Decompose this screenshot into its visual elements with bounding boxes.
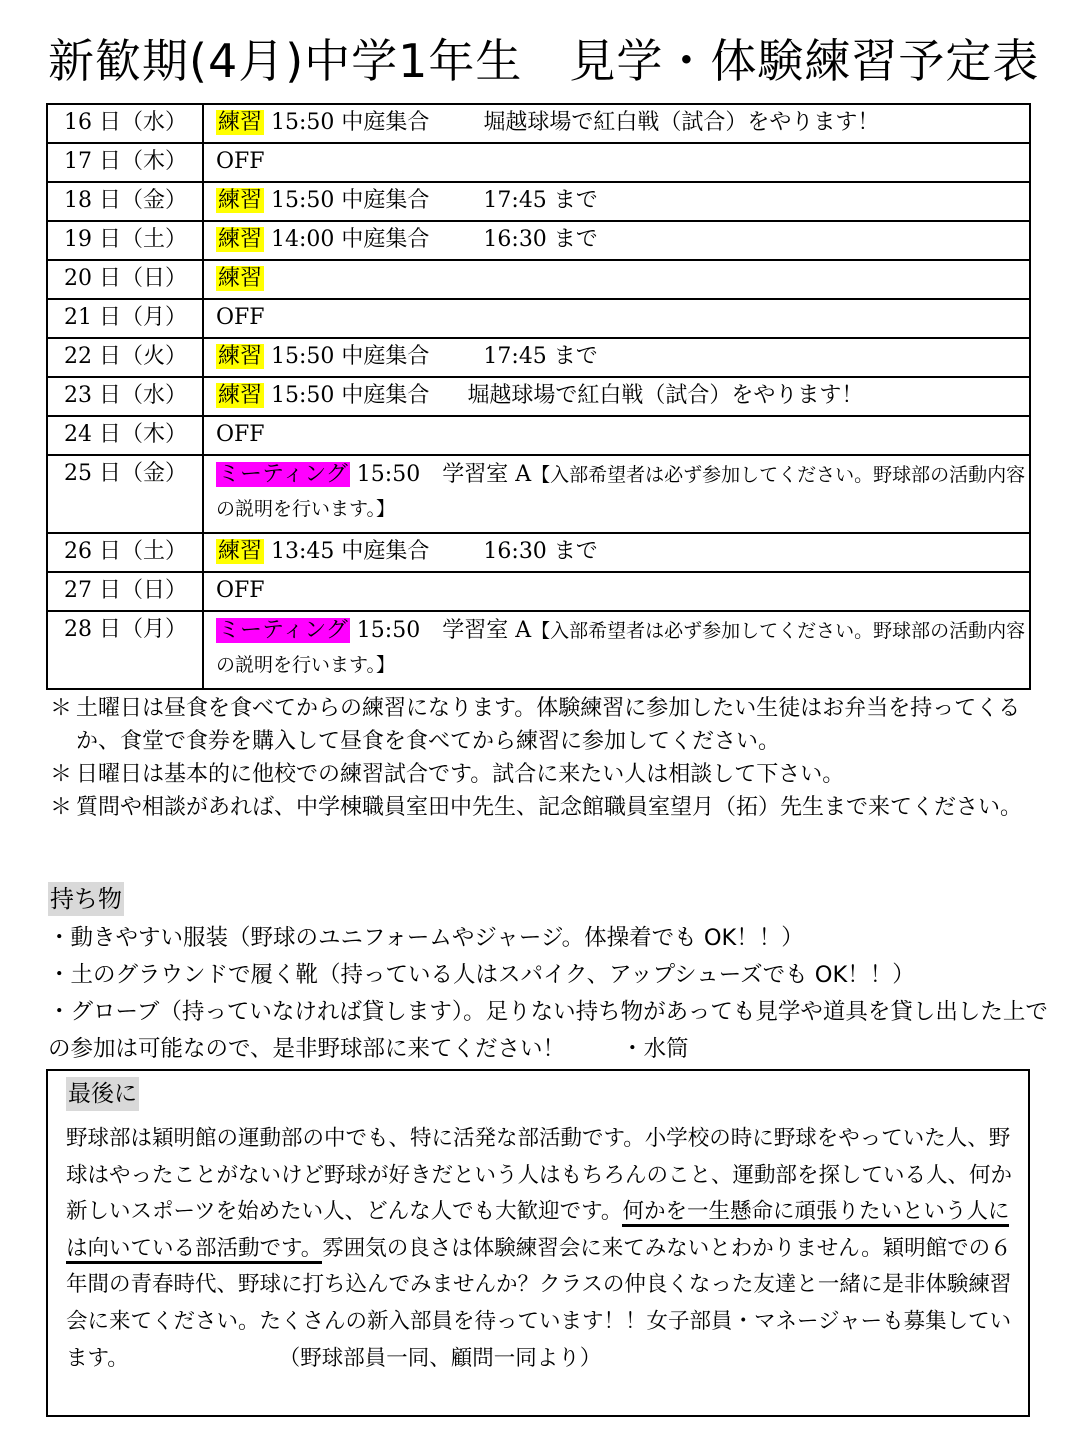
closing-text-1: 野球部は穎明館の運動部の中でも、特に活発な部活動です。小学校の時に野球をやっていた人、野球はやったことがないけど野球が好きだという人はもちろんのこと、運動部を探している人、何か新しいスポーツを始めたい人、どんな人でも大歓迎です。 bbox=[66, 1126, 1013, 1225]
notes-section bbox=[50, 692, 1060, 824]
schedule-row bbox=[47, 533, 1030, 572]
schedule-day: 25 日（金） bbox=[47, 455, 203, 533]
schedule-row bbox=[47, 221, 1030, 260]
schedule-text: OFF bbox=[216, 149, 265, 174]
schedule-content bbox=[203, 221, 1030, 260]
schedule-text: 15:50 中庭集合 bbox=[264, 344, 430, 369]
practice-tag: 練習 bbox=[218, 266, 263, 291]
schedule-content bbox=[203, 182, 1030, 221]
schedule-row bbox=[47, 377, 1030, 416]
schedule-text: 15:50 中庭集合 bbox=[264, 383, 430, 408]
schedule-text: OFF bbox=[216, 422, 265, 447]
closing-heading: 最後に bbox=[66, 1077, 139, 1111]
schedule-text: 14:00 中庭集合 bbox=[264, 227, 430, 252]
bring-item-glove: ・グローブ（持っていなければ貸します）。足りない持ち物があっても見学や道具を貸し出した上での参加は可能なので、是非野球部に来てください！ bbox=[48, 999, 1048, 1062]
closing-underlined: 何かを一生懸命に頑張りたいという人には向いている部活動です。 bbox=[66, 1199, 1009, 1264]
schedule-row bbox=[47, 260, 1030, 299]
bring-heading: 持ち物 bbox=[48, 882, 124, 916]
schedule-row bbox=[47, 143, 1030, 182]
schedule-content bbox=[203, 260, 1030, 299]
closing-text-2: 雰囲気の良さは体験練習会に来てみないとわかりません。穎明館での６年間の青春時代、野球に打ち込んでみませんか？クラスの仲良くなった友達と一緒に是非体験練習会に来てください。たくさんの新入部員を待っています！！女子部員・マネージャーも募集しています。 bbox=[66, 1235, 1012, 1371]
note-contact bbox=[50, 791, 1060, 824]
schedule-day: 26 日（土） bbox=[47, 533, 203, 572]
schedule-content bbox=[203, 377, 1030, 416]
note-marker: ＊ bbox=[50, 696, 73, 721]
practice-tag: 練習 bbox=[218, 188, 263, 213]
schedule-row bbox=[47, 611, 1030, 689]
schedule-content bbox=[203, 104, 1030, 143]
schedule-content bbox=[203, 143, 1030, 182]
schedule-content bbox=[203, 611, 1030, 689]
schedule-text: OFF bbox=[216, 305, 265, 330]
schedule-day: 24 日（木） bbox=[47, 416, 203, 455]
schedule-day: 27 日（日） bbox=[47, 572, 203, 611]
schedule-text: 15:50 中庭集合 bbox=[264, 188, 430, 213]
bring-item-clothes: ・動きやすい服装（野球のユニフォームやジャージ。体操着でも OK！！） bbox=[48, 925, 804, 951]
schedule-table bbox=[46, 103, 1031, 690]
practice-tag: 練習 bbox=[218, 344, 263, 369]
schedule-extra: 16:30 まで bbox=[483, 227, 598, 252]
schedule-extra: 17:45 まで bbox=[483, 188, 598, 213]
schedule-day: 22 日（火） bbox=[47, 338, 203, 377]
schedule-row bbox=[47, 182, 1030, 221]
note-marker: ＊ bbox=[50, 795, 73, 820]
schedule-text: 15:50 学習室 A bbox=[349, 462, 532, 487]
practice-tag: 練習 bbox=[218, 539, 263, 564]
schedule-row bbox=[47, 299, 1030, 338]
schedule-extra: 堀越球場で紅白戦（試合）をやります！ bbox=[483, 110, 880, 135]
schedule-day: 21 日（月） bbox=[47, 299, 203, 338]
closing-box bbox=[46, 1069, 1030, 1417]
schedule-text: 13:45 中庭集合 bbox=[264, 539, 430, 564]
schedule-extra: 堀越球場で紅白戦（試合）をやります！ bbox=[467, 383, 864, 408]
page-title: 新歓期(4月)中学1年生 見学・体験練習予定表 bbox=[48, 34, 1040, 88]
bring-item-glove-wrap bbox=[48, 994, 1058, 1068]
note-text: 土曜日は昼食を食べてからの練習になります。体験練習に参加したい生徒はお弁当を持ってくるか、食堂で食券を購入して昼食を食べてから練習に参加してください。 bbox=[76, 696, 1021, 754]
schedule-row bbox=[47, 416, 1030, 455]
schedule-extra: 【入部希望者は必ず参加してください。野球部の活動内容の説明を行います。】 bbox=[216, 464, 1026, 520]
schedule-extra: 【入部希望者は必ず参加してください。野球部の活動内容の説明を行います。】 bbox=[216, 620, 1026, 676]
meeting-tag: ミーティング bbox=[218, 618, 348, 643]
schedule-row bbox=[47, 572, 1030, 611]
schedule-text: 15:50 中庭集合 bbox=[264, 110, 430, 135]
schedule-day: 28 日（月） bbox=[47, 611, 203, 689]
schedule-row bbox=[47, 338, 1030, 377]
note-text: 日曜日は基本的に他校での練習試合です。試合に来たい人は相談して下さい。 bbox=[76, 762, 845, 787]
schedule-content bbox=[203, 299, 1030, 338]
schedule-content bbox=[203, 455, 1030, 533]
schedule-extra: 17:45 まで bbox=[483, 344, 598, 369]
schedule-content bbox=[203, 338, 1030, 377]
schedule-day: 23 日（水） bbox=[47, 377, 203, 416]
schedule-content bbox=[203, 572, 1030, 611]
schedule-row bbox=[47, 455, 1030, 533]
practice-tag: 練習 bbox=[218, 227, 263, 252]
schedule-row bbox=[47, 104, 1030, 143]
note-saturday bbox=[50, 692, 1060, 758]
practice-tag: 練習 bbox=[218, 383, 263, 408]
schedule-day: 19 日（土） bbox=[47, 221, 203, 260]
signature: （野球部員一同、顧問一同より） bbox=[278, 1345, 602, 1371]
schedule-day: 20 日（日） bbox=[47, 260, 203, 299]
schedule-content bbox=[203, 416, 1030, 455]
schedule-extra: 16:30 まで bbox=[483, 539, 598, 564]
schedule-text: OFF bbox=[216, 578, 265, 603]
note-marker: ＊ bbox=[50, 762, 73, 787]
closing-body bbox=[66, 1121, 1016, 1377]
meeting-tag: ミーティング bbox=[218, 462, 348, 487]
schedule-day: 16 日（水） bbox=[47, 104, 203, 143]
schedule-day: 18 日（金） bbox=[47, 182, 203, 221]
bring-list bbox=[48, 920, 1058, 1068]
bring-item-bottle: ・水筒 bbox=[621, 1036, 689, 1062]
note-sunday bbox=[50, 758, 1060, 791]
schedule-text: 15:50 学習室 A bbox=[349, 618, 532, 643]
practice-tag: 練習 bbox=[218, 110, 263, 135]
bring-item-shoes: ・土のグラウンドで履く靴（持っている人はスパイク、アップシューズでも OK！！） bbox=[48, 962, 915, 988]
note-text: 質問や相談があれば、中学棟職員室田中先生、記念館職員室望月（拓）先生まで来てください。 bbox=[76, 795, 1023, 820]
schedule-content bbox=[203, 533, 1030, 572]
schedule-day: 17 日（木） bbox=[47, 143, 203, 182]
